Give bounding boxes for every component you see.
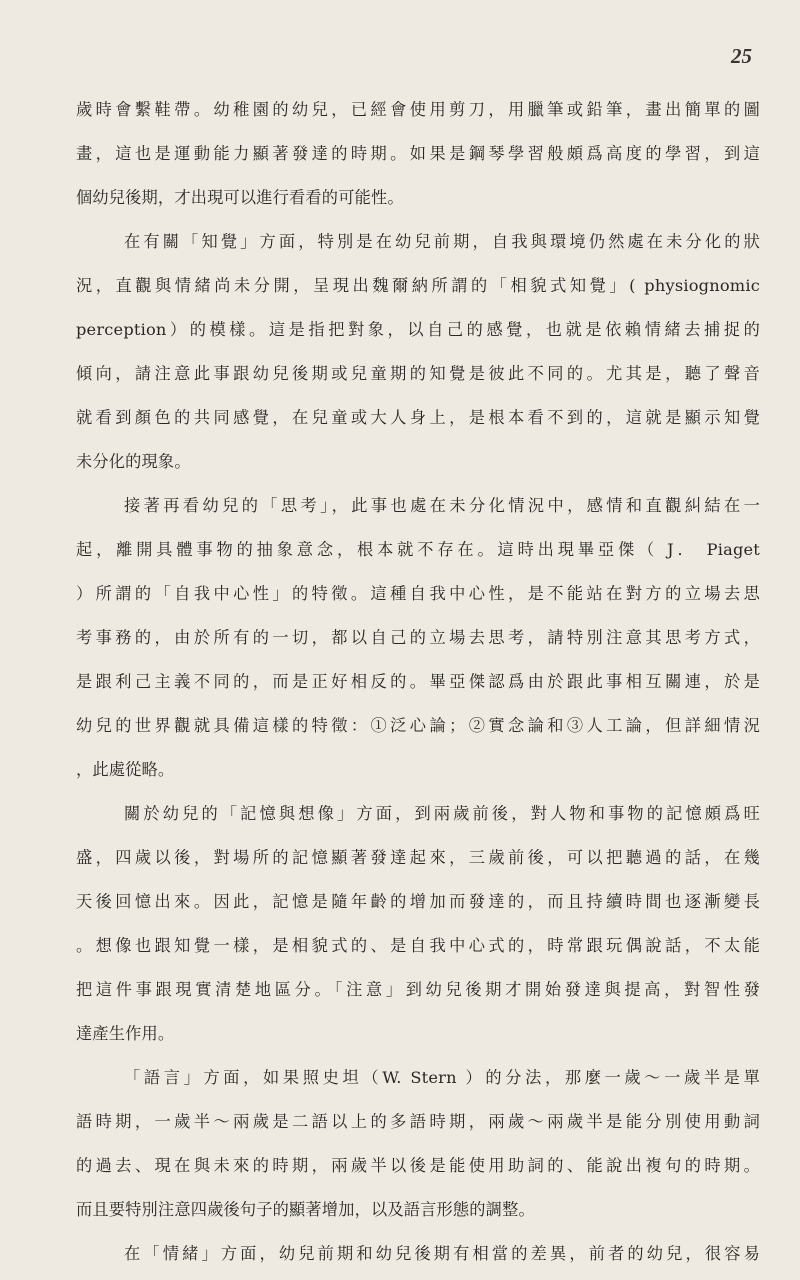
text-line: 未分化的現象。 <box>76 452 191 471</box>
text-line: 把這件事跟現實清楚地區分。「注意」到幼兒後期才開始發達與提高，對智性發 <box>76 980 760 999</box>
body-text <box>76 92 760 1280</box>
text-line: 關於幼兒的「記憶與想像」方面，到兩歲前後，對人物和事物的記憶頗爲旺 <box>124 804 760 823</box>
text-line: 「語言」方面，如果照史坦（W. Stern ）的分法，那麼一歲～一歲半是單 <box>124 1068 760 1087</box>
text-line: 盛，四歲以後，對場所的記憶顯著發達起來，三歲前後，可以把聽過的話，在幾 <box>76 848 760 867</box>
text-line: 在有關「知覺」方面，特別是在幼兒前期，自我與環境仍然處在未分化的狀 <box>124 232 760 251</box>
text-line: 達產生作用。 <box>76 1024 175 1043</box>
text-line: ）所謂的「自我中心性」的特徵。這種自我中心性，是不能站在對方的立場去思 <box>76 584 760 603</box>
text-line: 。想像也跟知覺一樣，是相貌式的、是自我中心式的，時常跟玩偶說話，不太能 <box>76 936 760 955</box>
text-line: 況，直觀與情緒尚未分開，呈現出魏爾納所謂的「相貌式知覺」( physiognomic <box>76 276 760 295</box>
text-line: 語時期，一歲半～兩歲是二語以上的多語時期，兩歲～兩歲半是能分別使用動詞 <box>76 1112 760 1131</box>
text-line: 傾向，請注意此事跟幼兒後期或兒童期的知覺是彼此不同的。尤其是，聽了聲音 <box>76 364 760 383</box>
text-line: 起，離開具體事物的抽象意念，根本就不存在。這時出現畢亞傑（ J． Piaget <box>76 540 760 559</box>
text-line: 接著再看幼兒的「思考」，此事也處在未分化情況中，感情和直觀糾結在一 <box>124 496 760 515</box>
text-line: 幼兒的世界觀就具備這樣的特徵：①泛心論；②實念論和③人工論，但詳細情況 <box>76 716 760 735</box>
text-line: 畫，這也是運動能力顯著發達的時期。如果是鋼琴學習般頗爲高度的學習，到這 <box>76 144 760 163</box>
text-line: 就看到顏色的共同感覺，在兒童或大人身上，是根本看不到的，這就是顯示知覺 <box>76 408 760 427</box>
text-line: 而且要特別注意四歲後句子的顯著增加，以及語言形態的調整。 <box>76 1200 535 1219</box>
text-line: 考事務的，由於所有的一切，都以自己的立場去思考，請特別注意其思考方式， <box>76 628 760 647</box>
text-line: 是跟利己主義不同的，而是正好相反的。畢亞傑認爲由於跟此事相互關連，於是 <box>76 672 760 691</box>
text-line: perception）的模樣。這是指把對象，以自己的感覺，也就是依賴情緒去捕捉的 <box>76 320 760 339</box>
text-line: 歲時會繫鞋帶。幼稚園的幼兒，已經會使用剪刀，用臘筆或鉛筆，畫出簡單的圖 <box>76 100 760 119</box>
text-line: 的過去、現在與未來的時期，兩歲半以後是能使用助詞的、能說出複句的時期。 <box>76 1156 760 1175</box>
page-number: 25 <box>731 44 752 68</box>
text-line: 在「情緒」方面，幼兒前期和幼兒後期有相當的差異，前者的幼兒，很容易 <box>124 1244 760 1263</box>
text-line: 個幼兒後期，才出現可以進行看看的可能性。 <box>76 188 404 207</box>
text-line: ，此處從略。 <box>76 760 175 779</box>
text-line: 天後回憶出來。因此，記憶是隨年齡的增加而發達的，而且持續時間也逐漸變長 <box>76 892 760 911</box>
